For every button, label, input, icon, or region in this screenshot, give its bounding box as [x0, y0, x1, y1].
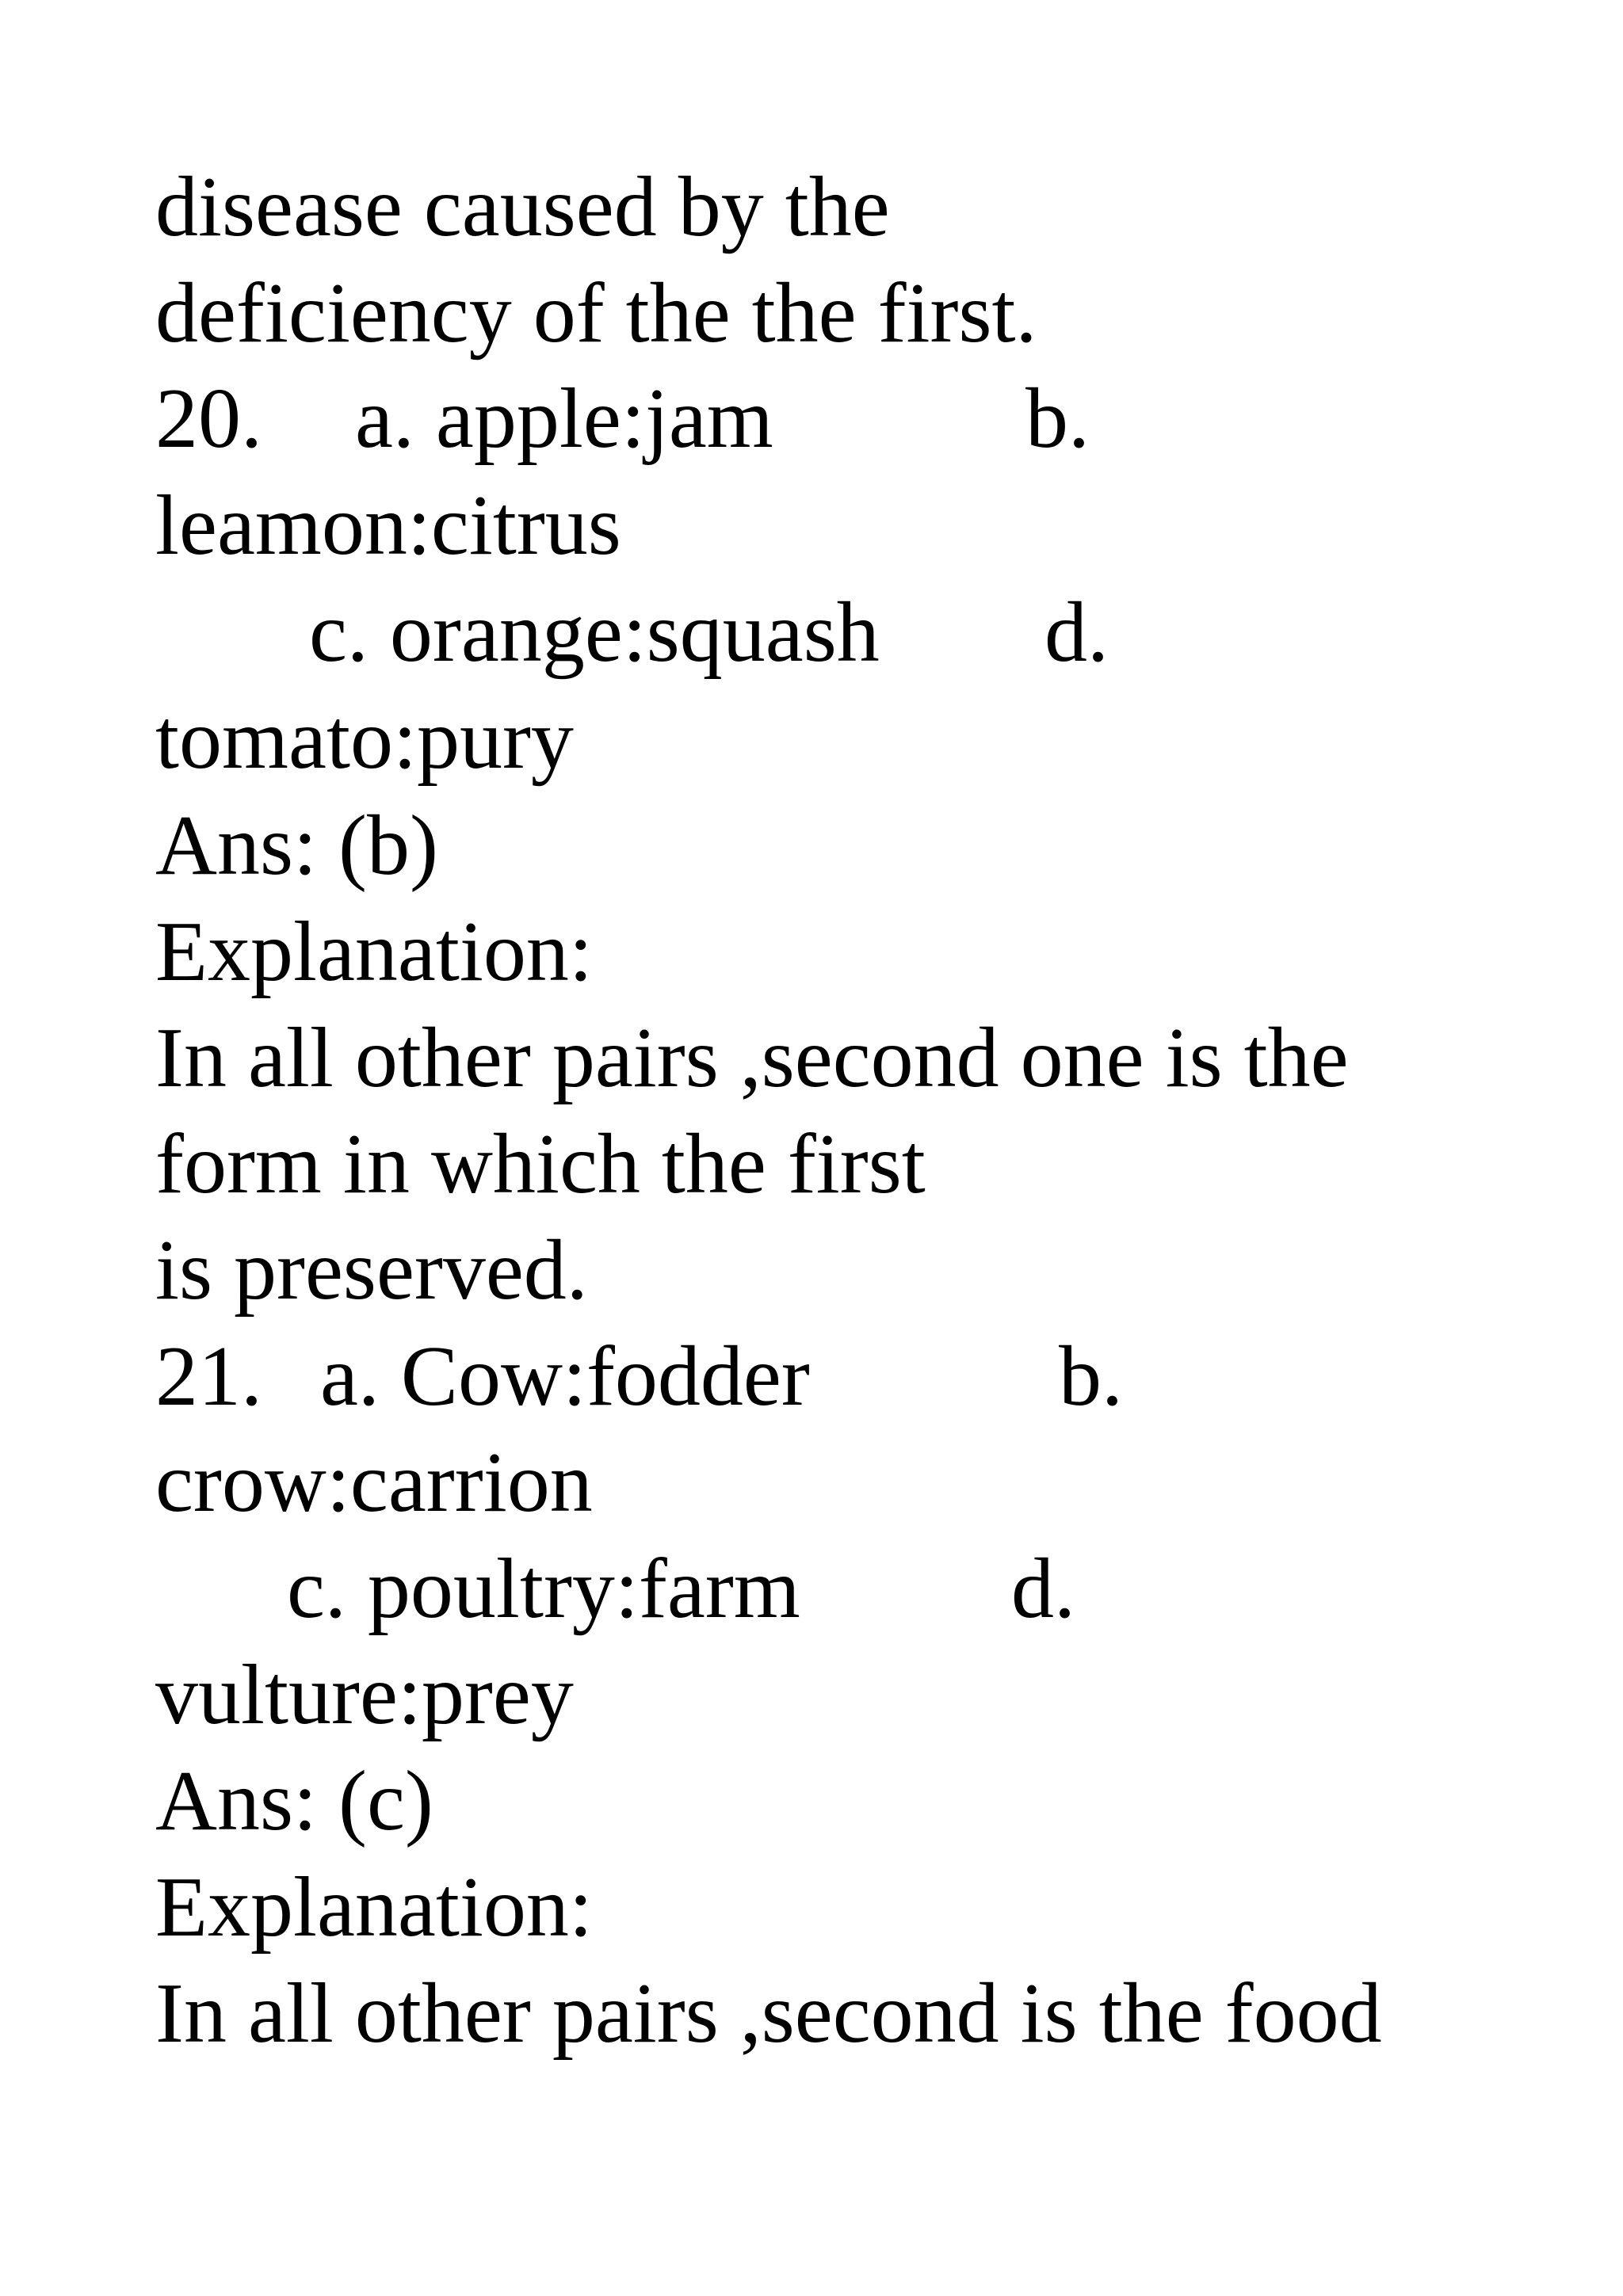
- question-20-answer: Ans: (b): [155, 799, 438, 893]
- question-20-explanation-line-2: form in which the first: [155, 1117, 926, 1211]
- question-21-explanation-line-1: In all other pairs ,second is the food: [155, 1966, 1382, 2061]
- question-20-option-b-value: leamon:citrus: [155, 479, 621, 573]
- question-21-explanation-heading: Explanation:: [155, 1860, 593, 1955]
- question-21-row-1: [155, 1329, 1423, 1429]
- question-21-option-b-value: crow:carrion: [155, 1436, 593, 1530]
- text-line-2: deficiency of the the first.: [155, 266, 1037, 360]
- question-21-option-d-value: vulture:prey: [155, 1648, 574, 1742]
- question-20-explanation-line-1: In all other pairs ,second one is the: [155, 1011, 1349, 1105]
- question-21-number: 21.: [155, 1329, 262, 1424]
- question-21-option-b-label: b.: [1059, 1329, 1123, 1424]
- question-21-option-c: c. poultry:farm: [287, 1542, 800, 1636]
- question-20-number: 20.: [155, 372, 262, 466]
- question-20-row-2: [155, 585, 1423, 685]
- question-20-option-b-label: b.: [1025, 372, 1090, 466]
- question-20-explanation-heading: Explanation:: [155, 905, 593, 999]
- question-20-row-1: [155, 372, 1423, 471]
- question-20-option-a: a. apple:jam: [355, 372, 773, 466]
- text-line-1: disease caused by the: [155, 160, 890, 254]
- question-20-option-d-value: tomato:pury: [155, 692, 574, 787]
- question-21-option-a: a. Cow:fodder: [320, 1329, 810, 1424]
- question-20-explanation-line-3: is preserved.: [155, 1223, 588, 1318]
- question-21-row-2: [155, 1542, 1423, 1642]
- question-21-option-d-label: d.: [1011, 1542, 1075, 1636]
- question-20-option-c: c. orange:squash: [309, 585, 880, 680]
- question-21-answer: Ans: (c): [155, 1754, 433, 1848]
- question-20-option-d-label: d.: [1044, 585, 1109, 680]
